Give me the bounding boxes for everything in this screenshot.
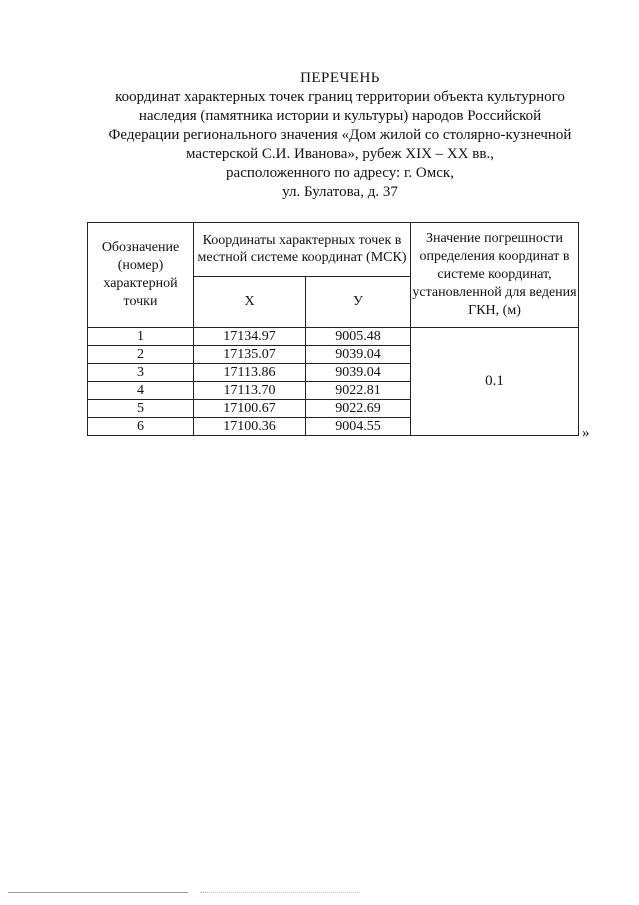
page-footer-rule-dotted — [200, 892, 360, 893]
header-point-number: Обозначение (номер) характерной точки — [88, 223, 194, 328]
header-error: Значение погрешности определения координат в системе координат, установленной для ведения ГКН, (м) — [411, 223, 579, 328]
heading-line-2: наследия (памятника истории и культуры) народов Российской — [138, 108, 542, 124]
row-number: 6 — [88, 418, 194, 436]
row-y: 9022.69 — [306, 400, 411, 418]
row-y: 9022.81 — [306, 382, 411, 400]
document-heading — [90, 69, 590, 202]
table-row — [88, 328, 579, 346]
heading-line-1: координат характерных точек границ территории объекта культурного — [115, 89, 565, 105]
row-number: 4 — [88, 382, 194, 400]
header-coordinates: Координаты характерных точек в местной системе координат (МСК) — [194, 223, 411, 277]
heading-line-6: ул. Булатова, д. 37 — [282, 184, 398, 200]
row-number: 1 — [88, 328, 194, 346]
row-y: 9039.04 — [306, 364, 411, 382]
row-x: 17100.67 — [194, 400, 306, 418]
error-value: 0.1 — [411, 328, 579, 436]
row-number: 3 — [88, 364, 194, 382]
closing-quote: » — [582, 425, 590, 441]
row-number: 2 — [88, 346, 194, 364]
row-y: 9039.04 — [306, 346, 411, 364]
row-x: 17135.07 — [194, 346, 306, 364]
document-title: ПЕРЕЧЕНЬ — [300, 70, 380, 86]
heading-line-4: мастерской С.И. Иванова», рубеж XIX – XX вв., — [186, 146, 494, 162]
heading-line-5: расположенного по адресу: г. Омск, — [226, 165, 454, 181]
header-x: Х — [194, 276, 306, 328]
row-x: 17100.36 — [194, 418, 306, 436]
page-footer-rule — [8, 892, 188, 893]
row-number: 5 — [88, 400, 194, 418]
row-y: 9004.55 — [306, 418, 411, 436]
row-x: 17113.70 — [194, 382, 306, 400]
heading-line-3: Федерации регионального значения «Дом жилой со столярно-кузнечной — [108, 127, 572, 143]
row-y: 9005.48 — [306, 328, 411, 346]
coordinates-table — [87, 222, 579, 436]
header-y: У — [306, 276, 411, 328]
row-x: 17134.97 — [194, 328, 306, 346]
row-x: 17113.86 — [194, 364, 306, 382]
